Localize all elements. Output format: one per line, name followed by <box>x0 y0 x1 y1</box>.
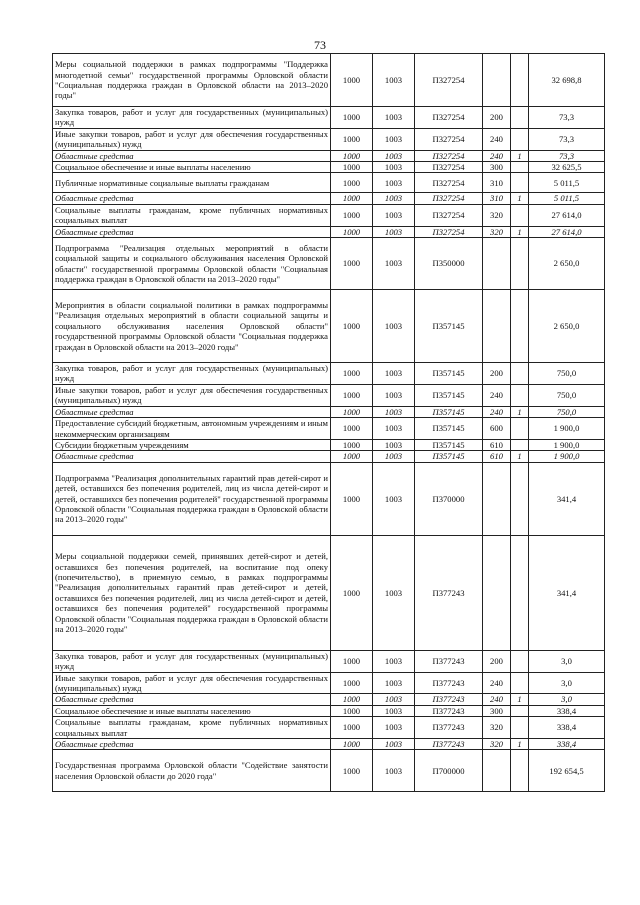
row-subsection: 1003 <box>373 204 415 226</box>
row-amount: 1 900,0 <box>529 451 605 462</box>
table-row <box>53 54 605 107</box>
table-row <box>53 363 605 385</box>
row-subsection: 1003 <box>373 672 415 694</box>
row-expense-type <box>483 535 511 650</box>
row-section: 1000 <box>331 162 373 173</box>
row-subsection: 1003 <box>373 238 415 290</box>
row-section: 1000 <box>331 462 373 535</box>
row-code: П327254 <box>415 204 483 226</box>
table-row <box>53 290 605 363</box>
row-name: Публичные нормативные социальные выплаты гражданам <box>53 173 331 193</box>
row-funding-source: 1 <box>511 193 529 204</box>
row-section: 1000 <box>331 535 373 650</box>
row-section: 1000 <box>331 439 373 450</box>
table-row <box>53 738 605 749</box>
table-row <box>53 462 605 535</box>
row-name: Иные закупки товаров, работ и услуг для обеспечения государственных (муниципальных) нужд <box>53 384 331 406</box>
row-expense-type: 310 <box>483 173 511 193</box>
table-row <box>53 193 605 204</box>
row-funding-source: 1 <box>511 406 529 417</box>
row-funding-source: 1 <box>511 738 529 749</box>
row-amount: 1 900,0 <box>529 439 605 450</box>
row-code: П327254 <box>415 150 483 161</box>
row-section: 1000 <box>331 290 373 363</box>
table-row <box>53 650 605 672</box>
row-expense-type: 240 <box>483 694 511 705</box>
row-code: П357145 <box>415 406 483 417</box>
row-expense-type: 320 <box>483 717 511 739</box>
row-expense-type <box>483 750 511 792</box>
row-subsection: 1003 <box>373 107 415 129</box>
row-code: П357145 <box>415 418 483 440</box>
row-expense-type: 320 <box>483 204 511 226</box>
row-code: П377243 <box>415 650 483 672</box>
table-row <box>53 384 605 406</box>
table-row <box>53 672 605 694</box>
row-amount: 73,3 <box>529 107 605 129</box>
row-code: П350000 <box>415 238 483 290</box>
row-expense-type: 240 <box>483 384 511 406</box>
row-section: 1000 <box>331 238 373 290</box>
row-funding-source <box>511 462 529 535</box>
row-expense-type: 240 <box>483 406 511 417</box>
page-number: 73 <box>314 38 326 52</box>
row-amount: 341,4 <box>529 535 605 650</box>
row-code: П357145 <box>415 384 483 406</box>
row-amount: 5 011,5 <box>529 173 605 193</box>
row-amount: 750,0 <box>529 363 605 385</box>
row-amount: 3,0 <box>529 694 605 705</box>
row-section: 1000 <box>331 226 373 237</box>
row-expense-type: 300 <box>483 162 511 173</box>
table-row <box>53 694 605 705</box>
row-expense-type <box>483 238 511 290</box>
row-subsection: 1003 <box>373 439 415 450</box>
row-amount: 27 614,0 <box>529 226 605 237</box>
row-section: 1000 <box>331 705 373 716</box>
row-section: 1000 <box>331 451 373 462</box>
row-amount: 73,3 <box>529 150 605 161</box>
row-code: П327254 <box>415 226 483 237</box>
row-amount: 750,0 <box>529 406 605 417</box>
row-name: Иные закупки товаров, работ и услуг для обеспечения государственных (муниципальных) нужд <box>53 672 331 694</box>
row-expense-type: 310 <box>483 193 511 204</box>
table-row <box>53 439 605 450</box>
row-name: Субсидии бюджетным учреждениям <box>53 439 331 450</box>
row-expense-type: 240 <box>483 672 511 694</box>
row-code: П370000 <box>415 462 483 535</box>
row-section: 1000 <box>331 694 373 705</box>
row-code: П357145 <box>415 363 483 385</box>
table-row <box>53 173 605 193</box>
row-section: 1000 <box>331 750 373 792</box>
row-subsection: 1003 <box>373 173 415 193</box>
row-funding-source <box>511 128 529 150</box>
table-row <box>53 238 605 290</box>
row-code: П357145 <box>415 290 483 363</box>
row-section: 1000 <box>331 717 373 739</box>
table-row <box>53 150 605 161</box>
table-row <box>53 406 605 417</box>
row-expense-type: 610 <box>483 451 511 462</box>
row-amount: 338,4 <box>529 705 605 716</box>
table-row <box>53 750 605 792</box>
row-name: Меры социальной поддержки в рамках подпрограммы "Поддержка многодетной семьи" государственной программы Орловской области "Социальная поддержка граждан в Орловской области на 2013–2020 годы" <box>53 54 331 107</box>
row-code: П357145 <box>415 451 483 462</box>
row-subsection: 1003 <box>373 162 415 173</box>
row-funding-source <box>511 363 529 385</box>
row-name: Областные средства <box>53 150 331 161</box>
table-row <box>53 226 605 237</box>
row-expense-type <box>483 462 511 535</box>
row-funding-source <box>511 418 529 440</box>
row-subsection: 1003 <box>373 406 415 417</box>
row-subsection: 1003 <box>373 290 415 363</box>
row-name: Государственная программа Орловской области "Содействие занятости населения Орловской области до 2020 года" <box>53 750 331 792</box>
row-amount: 338,4 <box>529 717 605 739</box>
row-section: 1000 <box>331 650 373 672</box>
row-name: Социальные выплаты гражданам, кроме публичных нормативных социальных выплат <box>53 717 331 739</box>
row-section: 1000 <box>331 150 373 161</box>
row-funding-source <box>511 384 529 406</box>
table-row <box>53 107 605 129</box>
row-expense-type: 240 <box>483 150 511 161</box>
row-funding-source <box>511 705 529 716</box>
row-section: 1000 <box>331 173 373 193</box>
row-expense-type: 240 <box>483 128 511 150</box>
row-funding-source: 1 <box>511 226 529 237</box>
row-subsection: 1003 <box>373 650 415 672</box>
row-amount: 1 900,0 <box>529 418 605 440</box>
row-funding-source <box>511 173 529 193</box>
row-name: Закупка товаров, работ и услуг для государственных (муниципальных) нужд <box>53 363 331 385</box>
row-subsection: 1003 <box>373 128 415 150</box>
row-name: Меры социальной поддержки семей, принявших детей-сирот и детей, оставшихся без попечения родителей, на воспитание под опеку (попечительство), в приемную семью, в рамках подпрограммы "Реализация дополнительных гарантий прав детей-сирот и детей, оставшихся без попечения родителей, лиц из числа детей-сирот и детей, оставшихся без попечения родителей" государственной программы Орловской области "Социальная поддержка граждан в Орловской области на 2013–2020 годы" <box>53 535 331 650</box>
row-subsection: 1003 <box>373 717 415 739</box>
row-funding-source <box>511 204 529 226</box>
row-amount: 3,0 <box>529 672 605 694</box>
row-section: 1000 <box>331 406 373 417</box>
table-row <box>53 128 605 150</box>
row-amount: 341,4 <box>529 462 605 535</box>
row-expense-type: 320 <box>483 738 511 749</box>
row-name: Областные средства <box>53 193 331 204</box>
row-amount: 2 650,0 <box>529 290 605 363</box>
row-name: Закупка товаров, работ и услуг для государственных (муниципальных) нужд <box>53 650 331 672</box>
row-name: Социальные выплаты гражданам, кроме публичных нормативных социальных выплат <box>53 204 331 226</box>
row-subsection: 1003 <box>373 451 415 462</box>
row-name: Иные закупки товаров, работ и услуг для обеспечения государственных (муниципальных) нужд <box>53 128 331 150</box>
row-code: П700000 <box>415 750 483 792</box>
row-section: 1000 <box>331 738 373 749</box>
table-row <box>53 162 605 173</box>
row-name: Областные средства <box>53 694 331 705</box>
row-name: Областные средства <box>53 451 331 462</box>
table-row <box>53 717 605 739</box>
table-row <box>53 705 605 716</box>
row-subsection: 1003 <box>373 738 415 749</box>
row-subsection: 1003 <box>373 150 415 161</box>
row-amount: 338,4 <box>529 738 605 749</box>
row-section: 1000 <box>331 672 373 694</box>
row-code: П377243 <box>415 694 483 705</box>
row-funding-source <box>511 54 529 107</box>
row-amount: 32 625,5 <box>529 162 605 173</box>
row-subsection: 1003 <box>373 384 415 406</box>
row-section: 1000 <box>331 204 373 226</box>
row-subsection: 1003 <box>373 193 415 204</box>
row-code: П327254 <box>415 54 483 107</box>
row-funding-source <box>511 162 529 173</box>
row-name: Областные средства <box>53 226 331 237</box>
table-row <box>53 204 605 226</box>
row-amount: 192 654,5 <box>529 750 605 792</box>
row-expense-type: 610 <box>483 439 511 450</box>
row-amount: 750,0 <box>529 384 605 406</box>
row-code: П327254 <box>415 128 483 150</box>
row-subsection: 1003 <box>373 363 415 385</box>
row-subsection: 1003 <box>373 750 415 792</box>
row-code: П377243 <box>415 705 483 716</box>
row-funding-source: 1 <box>511 150 529 161</box>
row-amount: 32 698,8 <box>529 54 605 107</box>
row-section: 1000 <box>331 384 373 406</box>
row-name: Областные средства <box>53 406 331 417</box>
row-amount: 2 650,0 <box>529 238 605 290</box>
row-code: П327254 <box>415 193 483 204</box>
table-body <box>53 54 605 792</box>
row-funding-source <box>511 672 529 694</box>
row-code: П377243 <box>415 717 483 739</box>
row-name: Подпрограмма "Реализация дополнительных гарантий прав детей-сирот и детей, оставшихся без попечения родителей, лиц из числа детей-сирот и детей, оставшихся без попечения родителей" государственной программы Орловской области "Социальная поддержка граждан в Орловской области на 2013–2020 годы" <box>53 462 331 535</box>
row-funding-source <box>511 535 529 650</box>
row-expense-type <box>483 54 511 107</box>
row-funding-source <box>511 717 529 739</box>
row-code: П377243 <box>415 738 483 749</box>
row-section: 1000 <box>331 418 373 440</box>
row-expense-type: 320 <box>483 226 511 237</box>
row-name: Мероприятия в области социальной политики в рамках подпрограммы "Реализация отдельных мероприятий в области социальной защиты и социального обслуживания населения Орловской области" государственной программы Орловской области "Социальная поддержка граждан в Орловской области на 2013–2020 годы" <box>53 290 331 363</box>
row-expense-type: 200 <box>483 363 511 385</box>
row-subsection: 1003 <box>373 694 415 705</box>
table-row <box>53 451 605 462</box>
row-subsection: 1003 <box>373 54 415 107</box>
row-amount: 73,3 <box>529 128 605 150</box>
row-section: 1000 <box>331 54 373 107</box>
row-code: П357145 <box>415 439 483 450</box>
row-amount: 3,0 <box>529 650 605 672</box>
row-funding-source: 1 <box>511 451 529 462</box>
row-expense-type: 300 <box>483 705 511 716</box>
row-funding-source <box>511 107 529 129</box>
row-name: Подпрограмма "Реализация отдельных мероприятий в области социальной защиты и социального обслуживания населения Орловской области" государственной программы Орловской области "Социальная поддержка граждан в Орловской области на 2013–2020 годы" <box>53 238 331 290</box>
row-subsection: 1003 <box>373 705 415 716</box>
row-funding-source: 1 <box>511 694 529 705</box>
row-expense-type: 600 <box>483 418 511 440</box>
row-funding-source <box>511 439 529 450</box>
row-name: Закупка товаров, работ и услуг для государственных (муниципальных) нужд <box>53 107 331 129</box>
row-code: П327254 <box>415 173 483 193</box>
row-name: Предоставление субсидий бюджетным, автономным учреждениям и иным некоммерческим организациям <box>53 418 331 440</box>
row-subsection: 1003 <box>373 462 415 535</box>
row-name: Социальное обеспечение и иные выплаты населению <box>53 705 331 716</box>
row-name: Социальное обеспечение и иные выплаты населению <box>53 162 331 173</box>
row-name: Областные средства <box>53 738 331 749</box>
row-section: 1000 <box>331 107 373 129</box>
row-amount: 27 614,0 <box>529 204 605 226</box>
row-subsection: 1003 <box>373 535 415 650</box>
row-amount: 5 011,5 <box>529 193 605 204</box>
row-section: 1000 <box>331 128 373 150</box>
row-subsection: 1003 <box>373 418 415 440</box>
row-subsection: 1003 <box>373 226 415 237</box>
row-code: П327254 <box>415 162 483 173</box>
row-funding-source <box>511 238 529 290</box>
row-code: П327254 <box>415 107 483 129</box>
budget-table <box>52 53 605 792</box>
table-row <box>53 418 605 440</box>
row-expense-type: 200 <box>483 650 511 672</box>
row-section: 1000 <box>331 193 373 204</box>
row-code: П377243 <box>415 535 483 650</box>
row-funding-source <box>511 290 529 363</box>
row-expense-type <box>483 290 511 363</box>
row-funding-source <box>511 750 529 792</box>
table-row <box>53 535 605 650</box>
row-funding-source <box>511 650 529 672</box>
row-section: 1000 <box>331 363 373 385</box>
row-expense-type: 200 <box>483 107 511 129</box>
row-code: П377243 <box>415 672 483 694</box>
